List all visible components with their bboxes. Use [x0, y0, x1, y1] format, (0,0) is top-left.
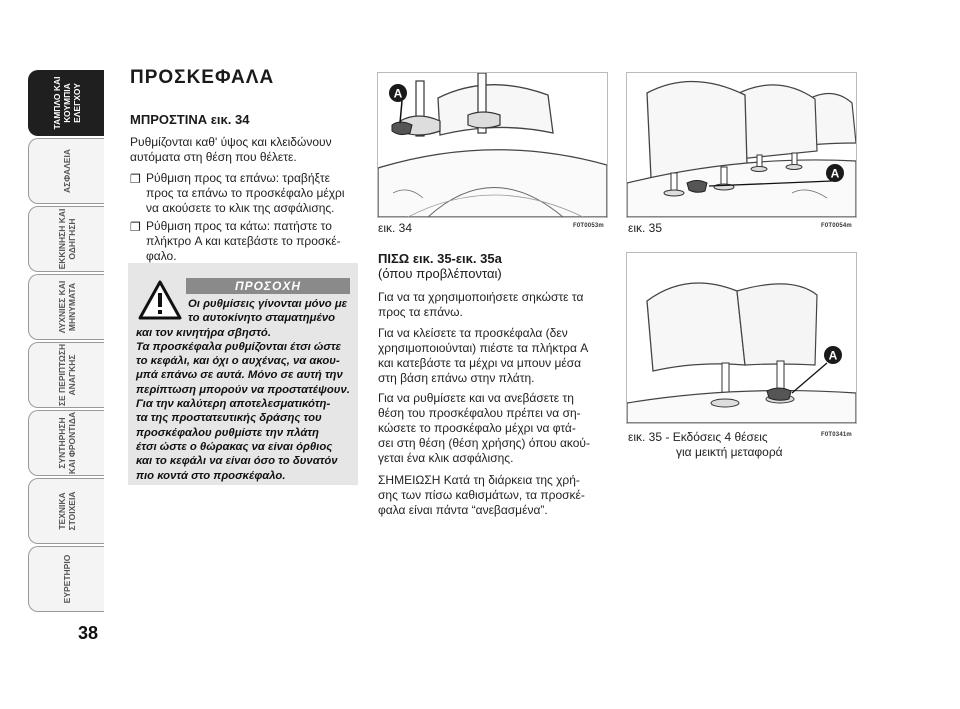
figure-35a-code: F0T0341m [821, 432, 852, 438]
text-line: το αυτοκίνητο σταματημένο [188, 312, 336, 325]
tab-label: ΣΥΝΤΗΡΗΣΗ ΚΑΙ ΦΡΟΝΤΙΔΑ [56, 411, 77, 475]
rear-paragraph-3 [378, 391, 606, 466]
text-line: γεται ένα κλικ ασφάλισης. [378, 451, 514, 465]
tab-label: ΛΥΧΝΙΕΣ ΚΑΙ ΜΗΝΥΜΑΤΑ [56, 280, 77, 334]
front-bullet-up [130, 171, 358, 216]
figure-35a-caption-line2: για μεικτή μεταφορά [676, 445, 783, 459]
text-line: αυτόματα στη θέση που θέλετε. [130, 150, 297, 164]
warning-box [128, 263, 358, 485]
text-line: μπά επάνω σε αυτά. Μόνο σε αυτή την [136, 369, 343, 382]
text-line: κώσετε το προσκέφαλο μέχρι να φτά- [378, 421, 576, 435]
text-line: Για να κλείσετε τα προσκέφαλα (δεν [378, 326, 568, 340]
tab-lights-messages[interactable] [28, 274, 104, 340]
text-line: σης των πίσω καθισμάτων, τα προσκέ- [378, 488, 585, 502]
text-line: τα της προστατευτικής δράσης του [136, 412, 322, 425]
tab-index[interactable] [28, 546, 104, 612]
text-line: Ρυθμίζονται καθ' ύψος και κλειδώνουν [130, 135, 332, 149]
figure-35a [626, 252, 857, 424]
text-line: φαλα είναι πάντα “ανεβασμένα”. [378, 503, 548, 517]
text-line: Ρύθμιση προς τα επάνω: τραβήξτε [146, 171, 330, 185]
marker-label: A [830, 166, 840, 181]
marker-label: A [828, 348, 838, 363]
text-line: στη βάση επάνω στην πλάτη. [378, 371, 535, 385]
text-line: Ρύθμιση προς τα κάτω: πατήστε το [146, 219, 332, 233]
tab-starting-driving[interactable] [28, 206, 104, 272]
rear-heading: ΠΙΣΩ εικ. 35-εικ. 35a [378, 251, 502, 266]
text-line: Για να ρυθμίσετε και να ανεβάσετε τη [378, 391, 574, 405]
tab-label: ΤΑΜΠΛΟ ΚΑΙ ΚΟΥΜΠΙΑ ΕΛΕΓΧΟΥ [51, 76, 82, 130]
front-heading: ΜΠΡΟΣΤΙΝΑ εικ. 34 [130, 112, 250, 127]
page-title: ΠΡΟΣΚΕΦΑΛΑ [130, 67, 275, 88]
tab-dashboard-controls[interactable] [28, 70, 104, 136]
figure-35-caption: εικ. 35 [628, 221, 663, 235]
tab-technical-data[interactable] [28, 478, 104, 544]
tab-label: ΑΣΦΑΛΕΙΑ [61, 149, 72, 193]
front-headrest-illustration [378, 73, 607, 217]
text-line: και τον κινητήρα σβηστό. [136, 326, 271, 339]
text-line: προς τα επάνω το προσκέφαλο μέχρι [146, 186, 345, 200]
text-line: Για να τα χρησιμοποιήσετε σηκώστε τα [378, 290, 584, 304]
text-line: πιο κοντά στο προσκέφαλο. [136, 469, 286, 482]
front-bullet-down [130, 219, 358, 264]
checkbox-bullet-icon: ❐ [130, 172, 141, 186]
text-line: θέση του προσκέφαλου πρέπει να ση- [378, 406, 581, 420]
warning-heading: ΠΡΟΣΟΧΗ [186, 278, 350, 294]
text-line: ΣΗΜΕΙΩΣΗ Κατά τη διάρκεια της χρή- [378, 473, 580, 487]
text-line: φαλο. [146, 249, 177, 263]
rear-headrests-illustration [627, 73, 856, 217]
figure-35 [626, 72, 857, 218]
text-line: να ακούσετε το κλικ της ασφάλισης. [146, 201, 335, 215]
figure-34 [377, 72, 608, 218]
tab-label: ΣΕ ΠΕΡΙΠΤΩΣΗ ΑΝΑΓΚΗΣ [56, 343, 77, 407]
text-line: σει στη θέση (θέση χρήσης) όπου ακού- [378, 436, 590, 450]
tab-maintenance-care[interactable] [28, 410, 104, 476]
rear-paragraph-2 [378, 326, 606, 386]
figure-35a-caption: εικ. 35 - Εκδόσεις 4 θέσεις [628, 430, 768, 444]
text-line: Οι ρυθμίσεις γίνονται μόνο με [188, 298, 348, 310]
text-line: πλήκτρο A και κατεβάστε το προσκέ- [146, 234, 341, 248]
warning-text [136, 297, 352, 483]
tab-label: ΤΕΧΝΙΚΑ ΣΤΟΙΧΕΙΑ [56, 491, 77, 531]
text-line: προσκέφαλου ρυθμίστε την πλάτη [136, 426, 319, 439]
text-line: και το κεφάλι να είναι όσο το δυνατόν [136, 455, 338, 468]
figure-34-code: F0T0053m [573, 223, 604, 229]
text-line: χρησιμοποιούνται) πιέστε τα πλήκτρα A [378, 341, 589, 355]
figure-35-code: F0T0054m [821, 223, 852, 229]
rear-note [378, 473, 606, 518]
page-number: 38 [78, 623, 99, 643]
text-line: προς τα επάνω. [378, 305, 463, 319]
figure-34-caption: εικ. 34 [378, 221, 413, 235]
text-line: Για την καλύτερη αποτελεσματικότη- [136, 398, 331, 411]
tab-label: ΕΥΡΕΤΗΡΙΟ [61, 554, 72, 604]
rear-subheading: (όπου προβλέπονται) [378, 266, 502, 281]
tab-safety[interactable] [28, 138, 104, 204]
rear-paragraph-1 [378, 290, 606, 320]
marker-label: A [393, 86, 403, 101]
text-line: έτσι ώστε ο θώρακας να είναι όρθιος [136, 440, 333, 453]
text-line: περίπτωση μπορούν να προστατέψουν. [136, 383, 350, 396]
text-line: Τα προσκέφαλα ρυθμίζονται έτσι ώστε [136, 340, 341, 353]
tab-label: ΕΚΚΙΝΗΣΗ ΚΑΙ ΟΔΗΓΗΣΗ [56, 208, 77, 270]
tab-emergency[interactable] [28, 342, 104, 408]
rear-headrest-4-seat-illustration [627, 253, 856, 423]
text-line: και κατεβάστε τα μέχρι να μπουν μέσα [378, 356, 582, 370]
front-intro [130, 135, 358, 165]
text-line: το κεφάλι, και όχι ο αυχένας, να ακου- [136, 355, 340, 368]
checkbox-bullet-icon: ❐ [130, 220, 141, 234]
